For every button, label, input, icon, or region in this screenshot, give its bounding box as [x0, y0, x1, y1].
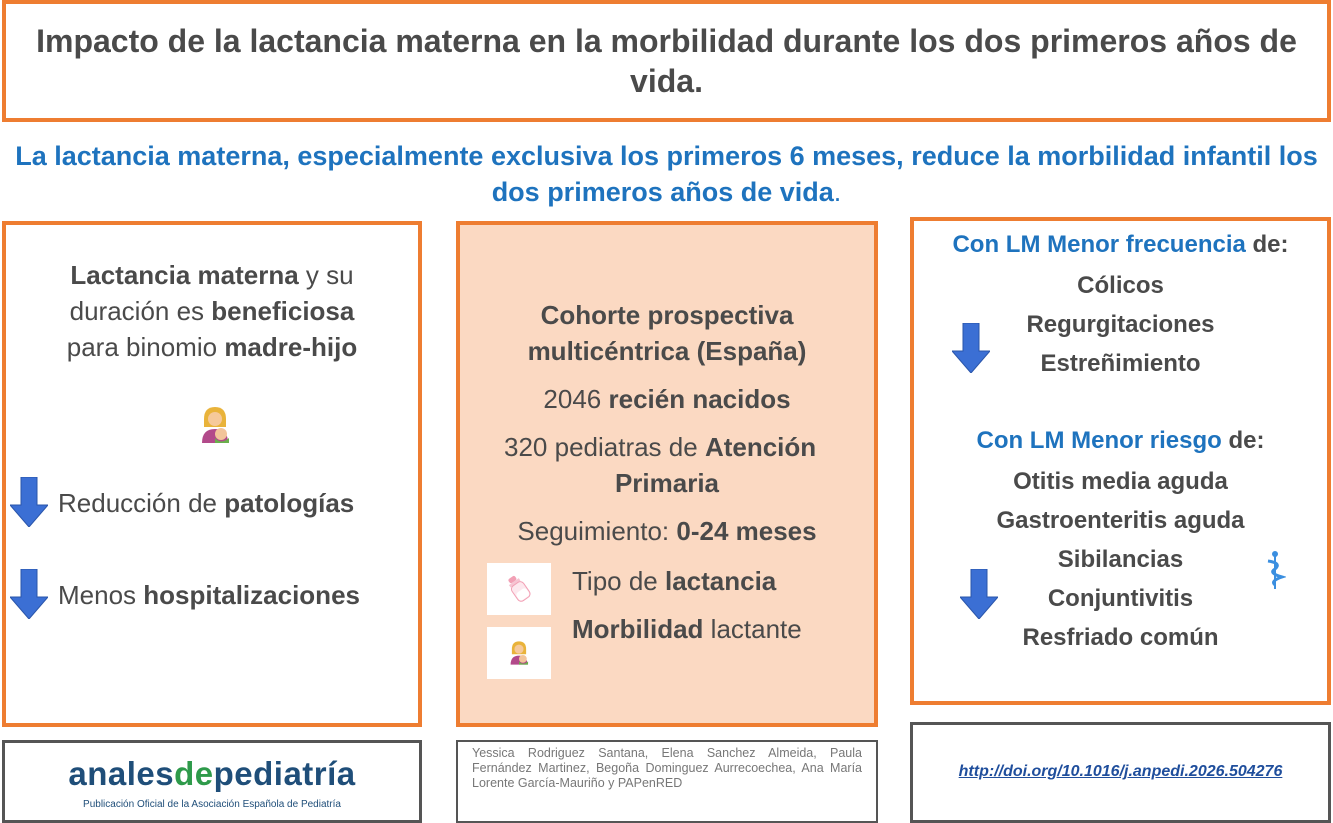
title-box: [2, 0, 1331, 122]
center-l6-bold: 0-24 meses: [676, 516, 817, 546]
right-list1-item: Cólicos: [1077, 272, 1164, 299]
center-panel: [456, 221, 878, 727]
right-list2-item: Gastroenteritis aguda: [996, 507, 1245, 534]
left-point-1: [58, 485, 418, 521]
right-list2-item: Resfriado común: [1022, 624, 1219, 651]
center-l8-rest: lactante: [703, 614, 802, 644]
logo-part-pediatria: pediatría: [213, 755, 356, 792]
right-h2-blue: Con LM Menor riesgo: [976, 427, 1222, 454]
authors-text: Yessica Rodriguez Santana, Elena Sanchez Almeida, Paula Fernández Martinez, Begoña Dominguez Aurrecoechea, Ana María Lorente García-Mauriño y PAPenRED: [472, 746, 862, 790]
center-l4-pre: 320 pediatras de: [504, 432, 705, 462]
left-point1-pre: Reducción de: [58, 488, 225, 518]
center-l6: [460, 513, 874, 549]
right-panel: [910, 217, 1331, 705]
center-l8: [572, 611, 872, 647]
left-panel: [2, 221, 422, 727]
journal-logo-subtitle: Publicación Oficial de la Asociación Española de Pediatría: [83, 799, 341, 810]
center-l6-pre: Seguimiento:: [517, 516, 677, 546]
left-l2-bold: beneficiosa: [211, 296, 355, 326]
mother-card: [487, 627, 551, 679]
center-l7-pre: Tipo de: [572, 566, 665, 596]
left-point1-bold: patologías: [224, 488, 355, 518]
right-list1-item: Regurgitaciones: [1026, 311, 1215, 338]
mother-baby-icon: [508, 639, 530, 667]
center-l7: [572, 563, 872, 599]
logo-part-de: de: [174, 755, 214, 792]
left-l1-bold: Lactancia materna: [70, 260, 299, 290]
left-intro: [6, 257, 418, 365]
center-l8-bold: Morbilidad: [572, 614, 704, 644]
down-arrow-icon: [952, 323, 990, 373]
left-point2-bold: hospitalizaciones: [143, 580, 360, 610]
authors-box: [456, 740, 878, 823]
center-l4: [504, 429, 874, 465]
journal-logo-box: [2, 740, 422, 823]
subtitle: [0, 138, 1333, 210]
center-l4-bold: Atención: [704, 432, 817, 462]
center-l5-bold: Primaria: [614, 468, 720, 498]
subtitle-text: La lactancia materna, especialmente exclusiva los primeros 6 meses, reduce la morbilidad infantil los dos primeros años de vida: [15, 141, 1318, 207]
right-list2-item: Conjuntivitis: [1047, 585, 1194, 612]
center-l1: Cohorte prospectiva: [540, 300, 794, 330]
down-arrow-icon: [10, 477, 48, 527]
down-arrow-icon: [10, 569, 48, 619]
left-l1-rest: y su: [298, 260, 354, 290]
down-arrow-icon: [960, 569, 998, 619]
left-l3-pre: para binomio: [66, 332, 225, 362]
left-point2-pre: Menos: [58, 580, 144, 610]
doi-link[interactable]: http://doi.org/10.1016/j.anpedi.2026.504276: [958, 763, 1283, 780]
logo-part-anales: anales: [68, 755, 175, 792]
journal-logo: [5, 755, 419, 793]
bottle-card: [487, 563, 551, 615]
mother-baby-icon: [198, 405, 232, 445]
right-list1-item: Estreñimiento: [1040, 350, 1201, 377]
center-l7-bold: lactancia: [664, 566, 777, 596]
center-l2: multicéntrica (España): [527, 336, 807, 366]
doi-box: [910, 722, 1331, 823]
right-list2-item: Otitis media aguda: [1013, 468, 1228, 495]
medical-caduceus-icon: [1264, 551, 1286, 591]
center-l5: [460, 465, 874, 501]
center-l3: [460, 381, 874, 417]
subtitle-dot: .: [833, 177, 842, 207]
right-h1-blue: Con LM Menor frecuencia: [952, 231, 1246, 258]
right-h1: [914, 227, 1327, 263]
center-l3-num: 2046: [543, 384, 609, 414]
right-h2: [914, 423, 1327, 459]
left-point-2: [58, 577, 418, 613]
left-l3-bold: madre-hijo: [224, 332, 358, 362]
center-l3-bold: recién nacidos: [608, 384, 791, 414]
page-title: Impacto de la lactancia materna en la morbilidad durante los dos primeros años de vida.: [36, 23, 1297, 99]
right-h2-rest: de:: [1221, 427, 1265, 454]
baby-bottle-icon: [506, 574, 532, 604]
right-h1-rest: de:: [1245, 231, 1289, 258]
left-l2-pre: duración es: [69, 296, 212, 326]
right-list2-item: Sibilancias: [1057, 546, 1184, 573]
